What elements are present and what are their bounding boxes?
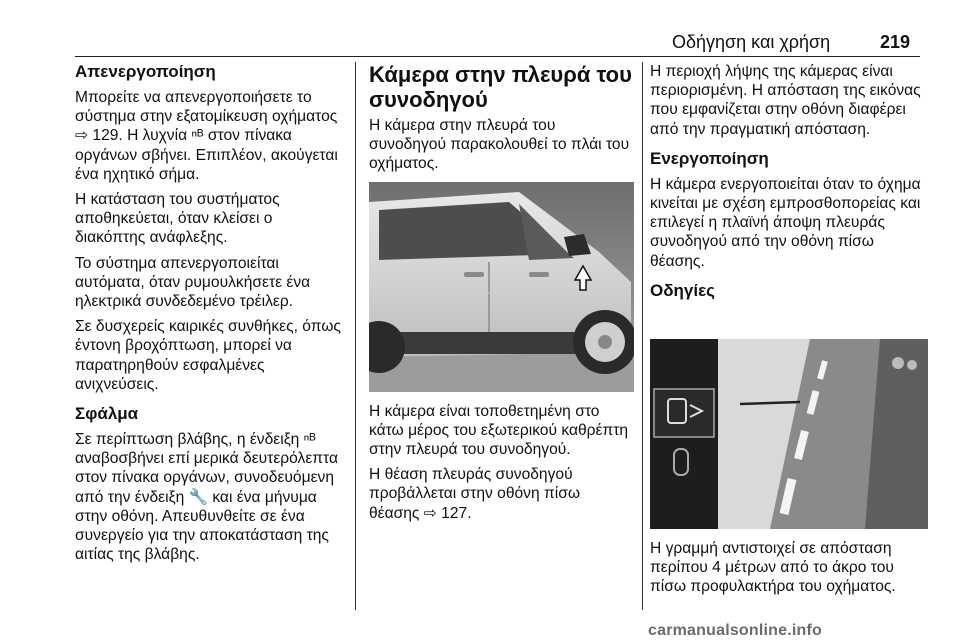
- paragraph-deactivate-setting: Μπορείτε να απενεργοποιήσετε το σύστημα στην εξατομίκευση οχήματος ⇨ 129. Η λυχνία ⁿᴮ στον πίνακα οργάνων σβήνει. Επιπλέον, ακούγεται ένα ηχητικό σήμα.: [75, 89, 338, 183]
- column-1: [75, 62, 347, 570]
- page-number: 219: [880, 32, 911, 52]
- paragraph-camera-monitors: Η κάμερα στην πλευρά του συνοδηγού παρακολουθεί το πλάι του οχήματος.: [369, 117, 630, 173]
- header-title: Οδήγηση και χρήση: [672, 32, 831, 52]
- heading-fault: Σφάλμα: [75, 404, 139, 424]
- van-side-mirror-photo: [369, 182, 634, 392]
- paragraph-trailer: Το σύστημα απενεργοποιείται αυτόματα, όταν ρυμουλκήσετε ένα ηλεκτρικά συνδεδεμένο τρέιλερ.: [75, 254, 311, 311]
- column-divider-1: [355, 62, 356, 610]
- paragraph-weather: Σε δυσχερείς καιρικές συνθήκες, όπως έντονη βροχόπτωση, μπορεί να παρατηρηθούν εσφαλμένες ανιχνεύσεις.: [75, 318, 341, 393]
- heading-guidelines: Οδηγίες: [650, 280, 716, 300]
- camera-screen-illustration: [650, 339, 928, 529]
- page-header: [0, 32, 960, 54]
- paragraph-activation: Η κάμερα ενεργοποιείται όταν το όχημα κινείται με σχέση εμπροσθοπορείας και επιλεγεί η πλαϊνή άποψη πλευράς συνοδηγού από την οθόνη πίσω θέασης.: [650, 175, 921, 270]
- column-3: [650, 62, 930, 602]
- paragraph-state-saved: Η κατάσταση του συστήματος αποθηκεύεται, όταν κλείσει ο διακόπτης ανάφλεξης.: [75, 191, 280, 247]
- van-illustration: [369, 182, 634, 392]
- paragraph-camera-location: Η κάμερα είναι τοποθετημένη στο κάτω μέρος του εξωτερικού καθρέπτη στην πλευρά του συνοδηγού.: [369, 402, 629, 459]
- heading-activation: Ενεργοποίηση: [650, 148, 769, 168]
- column-2: [369, 62, 634, 529]
- header-rule: [75, 56, 920, 57]
- paragraph-guideline-distance: Η γραμμή αντιστοιχεί σε απόσταση περίπου 4 μέτρων από το άκρο του πίσω προφυλακτήρα του οχήματος.: [650, 539, 896, 596]
- paragraph-capture-area: Η περιοχή λήψης της κάμερας είναι περιορισμένη. Η απόσταση της εικόνας που εμφανίζεται στην οθόνη διαφέρει από την πραγματική απόσταση.: [650, 63, 921, 138]
- watermark: carmanualsonline.info: [648, 622, 823, 639]
- paragraph-camera-display: Η θέαση πλευράς συνοδηγού προβάλλεται στην οθόνη πίσω θέασης ⇨ 127.: [369, 466, 581, 522]
- column-divider-2: [642, 62, 643, 610]
- camera-view-graphic: [650, 339, 928, 529]
- section-title-side-camera: Κάμερα στην πλευρά του συνοδηγού: [369, 62, 632, 112]
- heading-deactivation: Απενεργοποίηση: [75, 62, 216, 81]
- paragraph-fault: Σε περίπτωση βλάβης, η ένδειξη ⁿᴮ αναβοσβήνει επί μερικά δευτερόλεπτα στον πίνακα οργάνων, συνοδευόμενη από την ένδειξη 🔧 και ένα μήνυμα στην οθόνη. Απευθυνθείτε σε ένα συνεργείο για την αποκατάσταση της αιτίας της βλάβης.: [75, 431, 338, 564]
